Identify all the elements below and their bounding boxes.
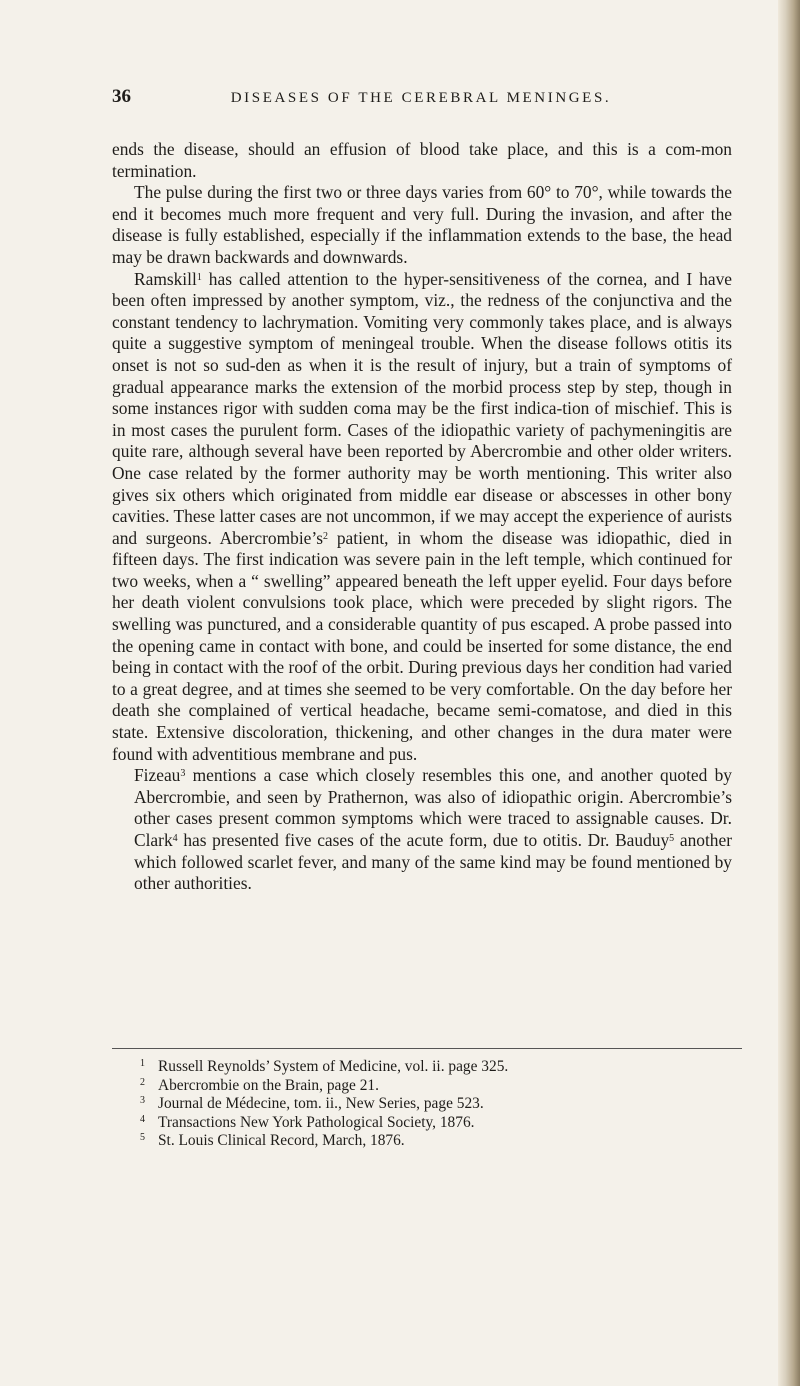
- footnote-reference: 3: [180, 768, 186, 780]
- footnotes: [140, 1058, 740, 1151]
- footnote-text: Journal de Médecine, tom. ii., New Series, page 523.: [158, 1095, 484, 1113]
- footnote: 5 St. Louis Clinical Record, March, 1876.: [140, 1132, 405, 1150]
- paragraph: [112, 765, 732, 895]
- footnote: 3 Journal de Médecine, tom. ii., New Series, page 523.: [140, 1095, 484, 1113]
- text-run: another which followed scarlet fever, and many of the same kind may be found mentioned by other authorities.: [134, 830, 732, 894]
- paragraph: [112, 139, 732, 182]
- footnote: 1 Russell Reynolds’ System of Medicine, vol. ii. page 325.: [140, 1058, 509, 1075]
- text-run: Fizeau: [134, 765, 181, 786]
- text-run: mentions a case which closely resembles this one, and another quoted by Abercrombie, and seen by Prathernon, was also of idiopathic origin. Abercrombie’s other cases present common symptoms which were traced to assignable causes. Dr. Clark: [134, 765, 732, 850]
- text-run: patient, in whom the disease was idiopathic, died in fifteen days. The first indication was severe pain in the left temple, which continued for two weeks, when a “ swelling” appeared beneath the left upper eyelid. Four days before her death violent convulsions took place, which were preceded by slight rigors. The swelling was punctured, and a considerable quantity of pus escaped. A probe passed into the opening came in contact with bone, and could be inserted for some distance, the end being in contact with the roof of the orbit. During previous days her condition had varied to a great degree, and at times she seemed to be very comfortable. On the day before her death she complained of vertical headache, became semi-comatose, and died in this state. Extensive discoloration, thickening, and other changes in the dura mater were found with adventitious membrane and pus.: [112, 527, 732, 764]
- footnote-rule: [112, 1048, 742, 1049]
- footnote-text: St. Louis Clinical Record, March, 1876.: [158, 1132, 405, 1150]
- footnote-text: Abercrombie on the Brain, page 21.: [158, 1076, 379, 1094]
- footnote-text: Russell Reynolds’ System of Medicine, vol. ii. page 325.: [158, 1058, 509, 1075]
- text-run: The pulse during the first two or three days varies from 60° to 70°, while towards the end it becomes much more frequent and very full. During the invasion, and after the disease is fully established, especially if the inflammation extends to the base, the head may be drawn backwards and downwards.: [112, 182, 732, 267]
- page-number: 36: [112, 86, 131, 107]
- text-run: Ramskill: [134, 268, 197, 289]
- body-text: [112, 139, 732, 895]
- text-run: has called attention to the hyper-sensitiveness of the cornea, and I have been often impressed by another symptom, viz., the redness of the conjunctiva and the constant tendency to lachrymation. Vomiting very commonly takes place, and is always quite a suggestive symptom of meningeal trouble. When the disease follows otitis its onset is not so sud-den as when it is the result of injury, but a train of symptoms of gradual appearance marks the extension of the morbid process step by step, though in some instances rigor with sudden coma may be the first indica-tion of mischief. This is in most cases the purulent form. Cases of the idiopathic variety of pachymeningitis are quite rare, although several have been reported by Abercrombie and other older writers. One case related by the former authority may be worth mentioning. This writer also gives six others which originated from middle ear disease or abscesses in other bony cavities. These latter cases are not uncommon, if we may accept the experience of aurists and surgeons. Abercrombie’s: [112, 268, 732, 548]
- footnote-reference: 5: [669, 833, 675, 844]
- paragraph: [112, 269, 732, 766]
- text-run: has presented five cases of the acute form, due to otitis. Dr. Bauduy: [177, 830, 670, 850]
- footnote-reference: 4: [172, 833, 178, 844]
- footnote-reference: 2: [323, 530, 329, 542]
- footnote: 4 Transactions New York Pathological Society, 1876.: [140, 1113, 475, 1131]
- footnote-text: Transactions New York Pathological Society, 1876.: [158, 1113, 475, 1131]
- footnote-reference: 1: [196, 271, 202, 283]
- page-header: [112, 86, 730, 112]
- running-title: DISEASES OF THE CEREBRAL MENINGES.: [230, 90, 612, 106]
- page-edge: [778, 0, 800, 1386]
- text-run: ends the disease, should an effusion of blood take place, and this is a com-mon termination.: [112, 139, 732, 181]
- footnote: 2 Abercrombie on the Brain, page 21.: [140, 1076, 379, 1094]
- paragraph: [112, 182, 732, 268]
